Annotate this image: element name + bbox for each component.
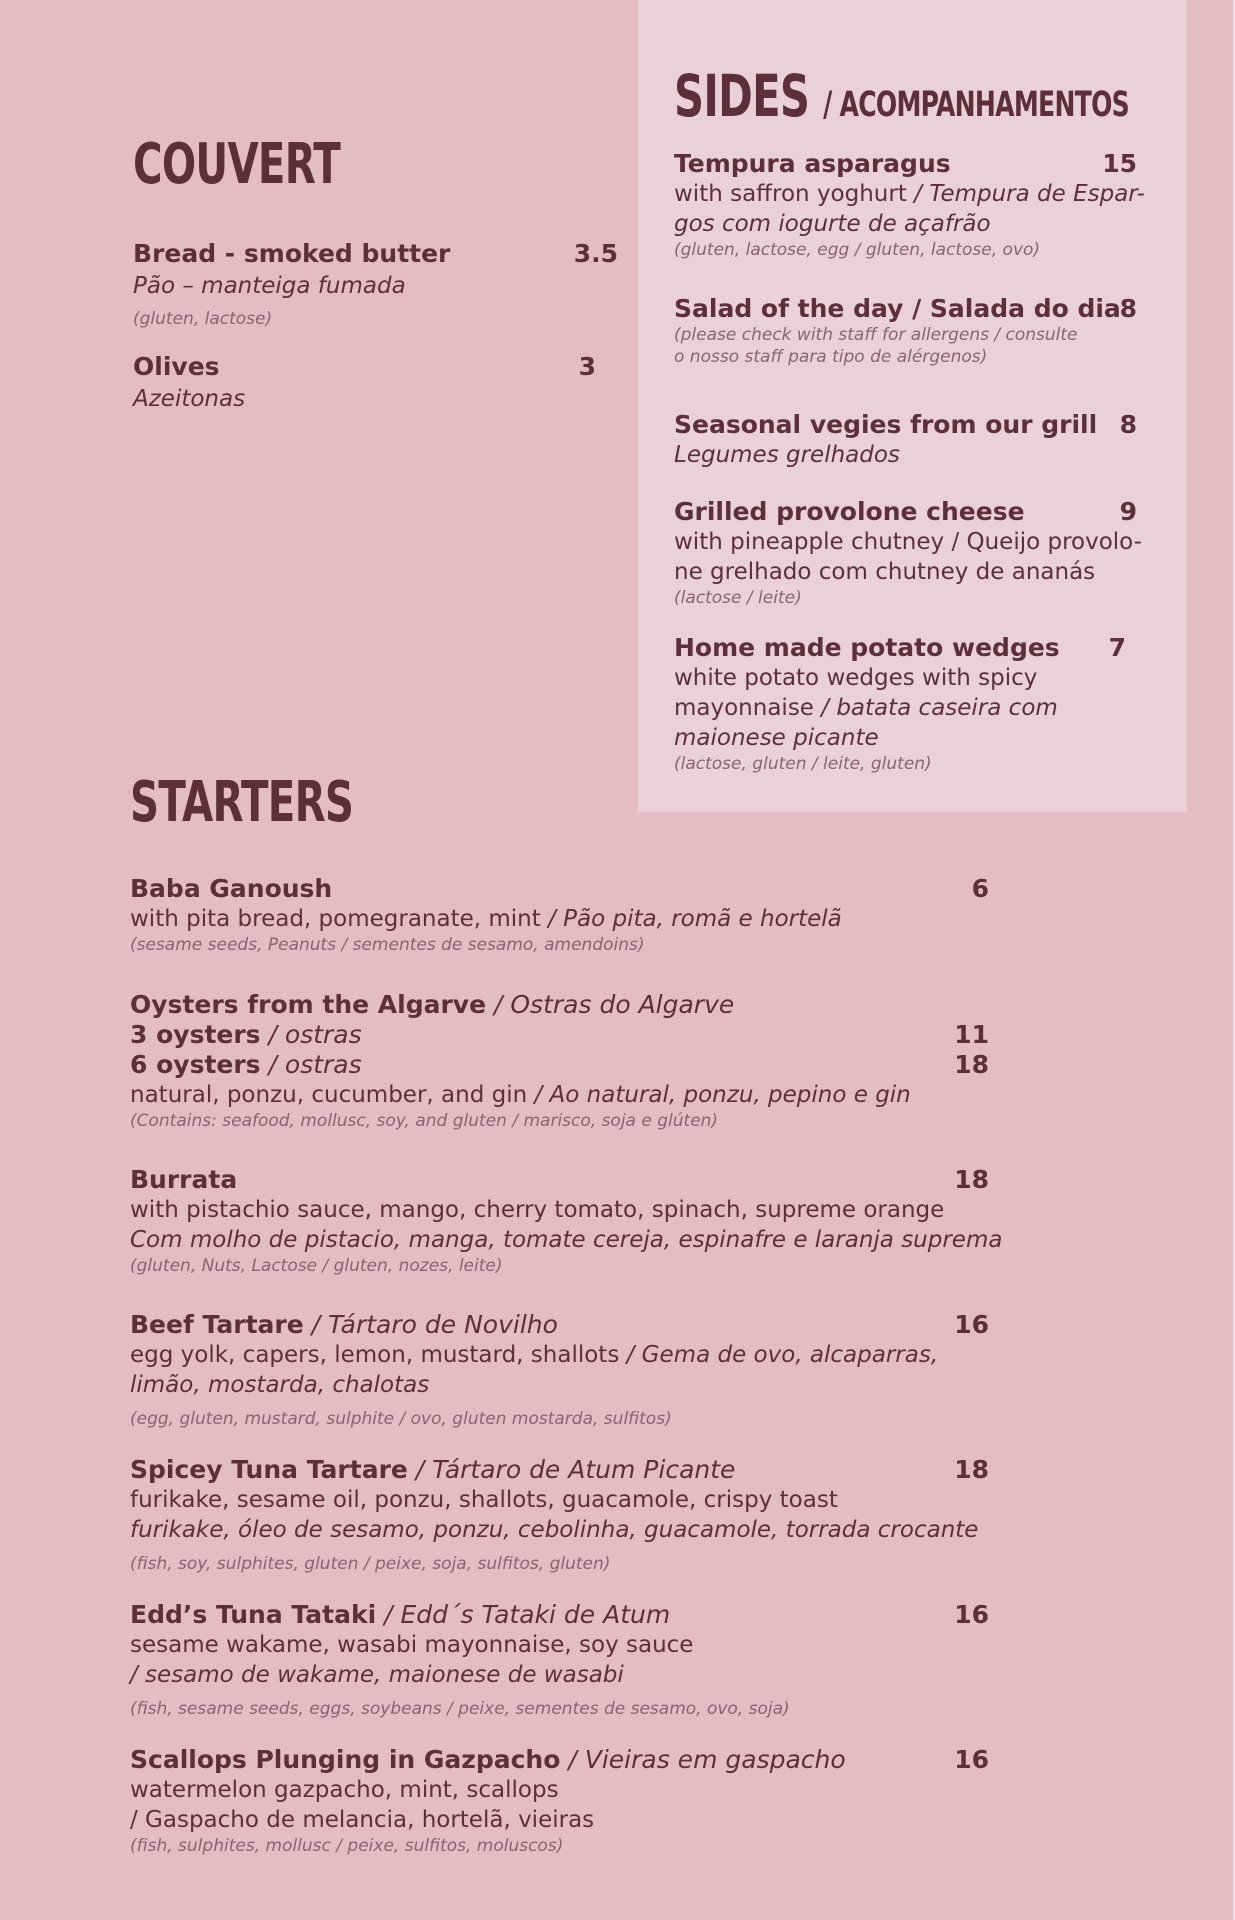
menu-item-potato-wedges bbox=[674, 633, 1060, 775]
item-name: Seasonal vegies from our grill bbox=[674, 410, 1098, 439]
item-price: 7 bbox=[1108, 633, 1126, 662]
item-allergens: o nosso staff para tipo de alérgenos) bbox=[674, 347, 988, 367]
item-price: 9 bbox=[1119, 497, 1137, 526]
item-allergens: (lactose / leite) bbox=[674, 588, 802, 608]
item-description bbox=[674, 179, 1145, 209]
menu-item-bread bbox=[133, 239, 450, 330]
item-allergens: (gluten, lactose) bbox=[133, 309, 273, 329]
desc-pt: / Gema de ovo, alcaparras, bbox=[626, 1342, 939, 1368]
sides-subtitle: / ACOMPANHAMENTOS bbox=[823, 85, 1129, 125]
item-description: / Gaspacho de melancia, hortelã, vieiras bbox=[130, 1807, 595, 1833]
item-description: watermelon gazpacho, mint, scallops bbox=[130, 1777, 559, 1803]
item-price: 6 bbox=[971, 874, 989, 903]
desc-pt: / Pão pita, romã e hortelã bbox=[548, 906, 842, 932]
couvert-title: COUVERT bbox=[133, 132, 341, 197]
item-description bbox=[130, 904, 842, 934]
item-translation: Legumes grelhados bbox=[674, 442, 900, 468]
desc-pt: / Tempura de Espar- bbox=[914, 181, 1145, 207]
item-name: Baba Ganoush bbox=[130, 874, 333, 903]
item-description: ne grelhado com chutney de ananás bbox=[674, 559, 1096, 585]
item-description: furikake, óleo de sesamo, ponzu, cebolinha, guacamole, torrada crocante bbox=[130, 1517, 979, 1543]
item-allergens: (fish, sesame seeds, eggs, soybeans / peixe, sementes de sesamo, ovo, soja) bbox=[130, 1699, 790, 1719]
item-name: Olives bbox=[133, 352, 220, 381]
menu-item-scallops-gazpacho bbox=[130, 1745, 846, 1857]
item-price: 3.5 bbox=[573, 239, 618, 268]
item-price: 16 bbox=[954, 1600, 989, 1629]
item-option bbox=[130, 1050, 911, 1080]
menu-item-spicey-tuna-tartare bbox=[130, 1455, 978, 1575]
sides-title bbox=[674, 62, 1129, 130]
item-name: Burrata bbox=[130, 1165, 238, 1194]
item-name bbox=[130, 1745, 846, 1775]
item-price: 16 bbox=[954, 1310, 989, 1339]
menu-item-baba-ganoush bbox=[130, 874, 842, 956]
item-price: 8 bbox=[1119, 294, 1137, 323]
item-price: 3 bbox=[578, 352, 596, 381]
name-en: Beef Tartare bbox=[130, 1310, 304, 1339]
item-name bbox=[130, 1310, 938, 1340]
sides-title-main: SIDES bbox=[674, 62, 810, 130]
item-description bbox=[674, 693, 1060, 723]
menu-item-tuna-tataki bbox=[130, 1600, 790, 1720]
item-price: 15 bbox=[1102, 149, 1137, 178]
item-allergens: (sesame seeds, Peanuts / sementes de sesamo, amendoins) bbox=[130, 935, 645, 955]
item-allergens: (please check with staff for allergens / consulte bbox=[674, 325, 1078, 345]
item-name: Home made potato wedges bbox=[674, 633, 1060, 662]
item-option bbox=[130, 1020, 911, 1050]
item-description: Com molho de pistacio, manga, tomate cereja, espinafre e laranja suprema bbox=[130, 1227, 1003, 1253]
item-price: 11 bbox=[954, 1020, 989, 1049]
item-description bbox=[130, 1340, 938, 1370]
item-allergens: (fish, soy, sulphites, gluten / peixe, soja, sulfitos, gluten) bbox=[130, 1554, 611, 1574]
item-name: Salad of the day / Salada do dia bbox=[674, 294, 1121, 323]
menu-item-olives bbox=[133, 352, 245, 414]
item-description: limão, mostarda, chalotas bbox=[130, 1372, 430, 1398]
item-translation: Azeitonas bbox=[133, 386, 246, 412]
desc-en: mayonnaise bbox=[674, 695, 822, 721]
desc-en: with pita bread, pomegranate, mint bbox=[130, 906, 549, 932]
item-description: with pistachio sauce, mango, cherry tomato, spinach, supreme orange bbox=[130, 1197, 945, 1223]
item-name bbox=[130, 990, 911, 1020]
desc-pt: / batata caseira com bbox=[821, 695, 1058, 721]
item-price: 18 bbox=[954, 1165, 989, 1194]
item-allergens: (fish, sulphites, mollusc / peixe, sulfitos, moluscos) bbox=[130, 1836, 564, 1856]
item-translation: Pão – manteiga fumada bbox=[133, 273, 406, 299]
menu-item-salad-of-the-day bbox=[674, 294, 1121, 368]
item-description bbox=[130, 1080, 911, 1110]
item-price: 18 bbox=[954, 1050, 989, 1079]
menu-item-oysters bbox=[130, 990, 911, 1132]
menu-item-beef-tartare bbox=[130, 1310, 938, 1430]
item-price: 8 bbox=[1119, 410, 1137, 439]
name-en: Oysters from the Algarve bbox=[130, 990, 487, 1019]
menu-item-seasonal-vegies bbox=[674, 410, 1097, 470]
item-name bbox=[130, 1600, 790, 1630]
item-description: furikake, sesame oil, ponzu, shallots, guacamole, crispy toast bbox=[130, 1487, 838, 1513]
name-pt: / Vieiras em gaspacho bbox=[560, 1745, 846, 1774]
option-label: 3 oysters bbox=[130, 1020, 261, 1049]
menu-item-tempura-asparagus bbox=[674, 149, 1145, 261]
menu-item-grilled-provolone bbox=[674, 497, 1142, 609]
starters-title: STARTERS bbox=[130, 770, 354, 835]
name-pt: / Tártaro de Novilho bbox=[303, 1310, 558, 1339]
item-description: maionese picante bbox=[674, 725, 879, 751]
desc-en: with saffron yoghurt bbox=[674, 181, 915, 207]
item-name: Bread - smoked butter bbox=[133, 239, 451, 268]
item-description: sesame wakame, wasabi mayonnaise, soy sauce bbox=[130, 1632, 694, 1658]
item-allergens: (egg, gluten, mustard, sulphite / ovo, gluten mostarda, sulfitos) bbox=[130, 1409, 672, 1429]
name-en: Spicey Tuna Tartare bbox=[130, 1455, 408, 1484]
name-pt: / Tártaro de Atum Picante bbox=[407, 1455, 736, 1484]
desc-en: natural, ponzu, cucumber, and gin bbox=[130, 1082, 535, 1108]
item-price: 18 bbox=[954, 1455, 989, 1484]
item-description: gos com iogurte de açafrão bbox=[674, 211, 991, 237]
desc-en: egg yolk, capers, lemon, mustard, shallots bbox=[130, 1342, 627, 1368]
desc-pt: / Ao natural, ponzu, pepino e gin bbox=[534, 1082, 911, 1108]
item-price: 16 bbox=[954, 1745, 989, 1774]
item-allergens: (lactose, gluten / leite, gluten) bbox=[674, 754, 932, 774]
option-translation: / ostras bbox=[260, 1020, 362, 1049]
item-allergens: (gluten, Nuts, Lactose / gluten, nozes, leite) bbox=[130, 1256, 503, 1276]
item-description: / sesamo de wakame, maionese de wasabi bbox=[130, 1662, 624, 1688]
name-pt: / Ostras do Algarve bbox=[486, 990, 735, 1019]
item-allergens: (gluten, lactose, egg / gluten, lactose, ovo) bbox=[674, 240, 1041, 260]
item-name bbox=[130, 1455, 978, 1485]
option-translation: / ostras bbox=[260, 1050, 362, 1079]
item-description: with pineapple chutney / Queijo provolo- bbox=[674, 529, 1142, 555]
item-allergens: (Contains: seafood, mollusc, soy, and gluten / marisco, soja e glúten) bbox=[130, 1111, 719, 1131]
name-en: Scallops Plunging in Gazpacho bbox=[130, 1745, 561, 1774]
item-description: white potato wedges with spicy bbox=[674, 665, 1038, 691]
name-pt: / Edd´s Tataki de Atum bbox=[376, 1600, 671, 1629]
item-name: Grilled provolone cheese bbox=[674, 497, 1025, 526]
menu-item-burrata bbox=[130, 1165, 1002, 1277]
name-en: Edd’s Tuna Tataki bbox=[130, 1600, 377, 1629]
option-label: 6 oysters bbox=[130, 1050, 261, 1079]
item-name: Tempura asparagus bbox=[674, 149, 951, 178]
